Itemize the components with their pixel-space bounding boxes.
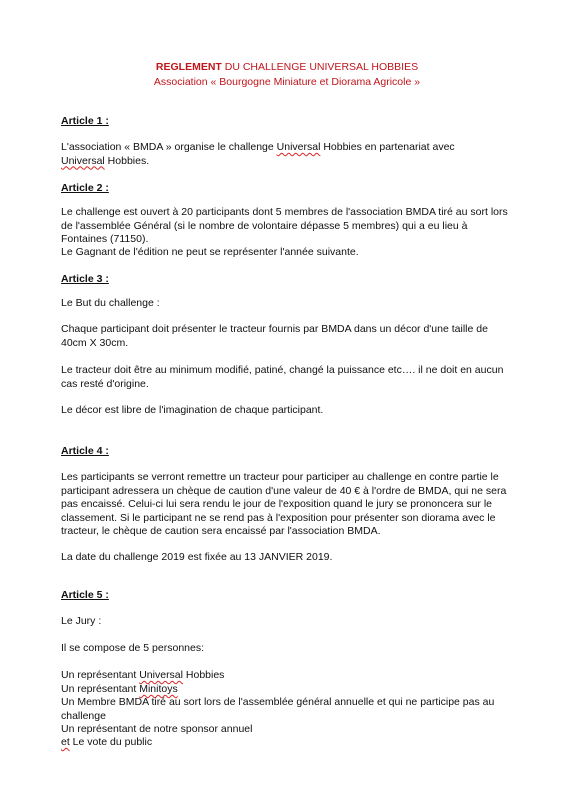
title-rest: DU CHALLENGE UNIVERSAL HOBBIES (221, 61, 419, 73)
text-run: Hobbies en partenariat avec (320, 141, 455, 153)
document-title (0, 61, 574, 73)
document-subtitle: Association « Bourgogne Miniature et Diorama Agricole » (153, 76, 421, 88)
spellcheck-word: Minitoys (139, 683, 178, 695)
article-5-paragraph-1: Le Jury : (61, 615, 102, 627)
spellcheck-word: Universal (276, 141, 321, 153)
title-bold: REGLEMENT (155, 61, 222, 73)
article-5-heading: Article 5 : (61, 589, 109, 601)
article-2-paragraph: Le challenge est ouvert à 20 participants dont 5 membres de l'association BMDA tiré au sort lors de l'assemblée Général (si le nombre de volontaire dépasse 5 membres) qui a eu lieu à Fontaines (71150). (61, 206, 508, 245)
text-run: Hobbies (182, 669, 225, 681)
article-3-paragraph-1: Le But du challenge : (61, 297, 160, 309)
article-2-heading: Article 2 : (61, 182, 109, 194)
article-1-heading: Article 1 : (61, 115, 109, 127)
jury-list-item: Un représentant de notre sponsor annuel (61, 723, 253, 735)
jury-list-item (61, 683, 516, 697)
spellcheck-word: Universal (61, 154, 105, 167)
text-run: Le vote du public (69, 736, 153, 748)
text-run: Un représentant (61, 683, 140, 695)
article-1-paragraph (61, 141, 516, 168)
spellcheck-word: et (61, 736, 70, 748)
text-run: L'association « BMDA » organise le challenge (61, 141, 277, 153)
jury-list-item (61, 736, 516, 750)
article-4-heading: Article 4 : (61, 445, 109, 457)
article-3-paragraph-4: Le décor est libre de l'imagination de chaque participant. (61, 404, 324, 416)
article-4-paragraph-2: La date du challenge 2019 est fixée au 13 JANVIER 2019. (61, 551, 333, 563)
text-run: Un représentant (61, 669, 140, 681)
article-3-heading: Article 3 : (61, 273, 109, 285)
article-3-paragraph-2: Chaque participant doit présenter le tracteur fournis par BMDA dans un décor d'une taille de 40cm X 30cm. (61, 323, 488, 349)
article-3-paragraph-3: Le tracteur doit être au minimum modifié, patiné, changé la puissance etc…. il ne doit en aucun cas resté d'origine. (61, 364, 504, 390)
article-2-paragraph-2: Le Gagnant de l'édition ne peut se représenter l'année suivante. (61, 246, 359, 258)
jury-list-item (61, 669, 516, 683)
jury-list-item: Un Membre BMDA tiré au sort lors de l'assemblée général annuelle et qui ne participe pas au challenge (61, 696, 495, 722)
text-run: Hobbies. (104, 154, 150, 167)
article-4-paragraph-1: Les participants se verront remettre un tracteur pour participer au challenge en contre partie le participant adressera un chèque de caution d'une valeur de 40 € à l'ordre de BMDA, qui ne sera pas encaissé. Celui-ci lui sera rendu le jour de l'exposition quand le jury se prononcera sur le classement. Si le participant ne se rend pas à l'exposition pour présenter son diorama avec le tracteur, le chèque de caution sera encaissé par l'association BMDA. (61, 471, 507, 537)
spellcheck-word: Universal (139, 669, 183, 681)
article-5-paragraph-2: Il se compose de 5 personnes: (61, 642, 205, 654)
